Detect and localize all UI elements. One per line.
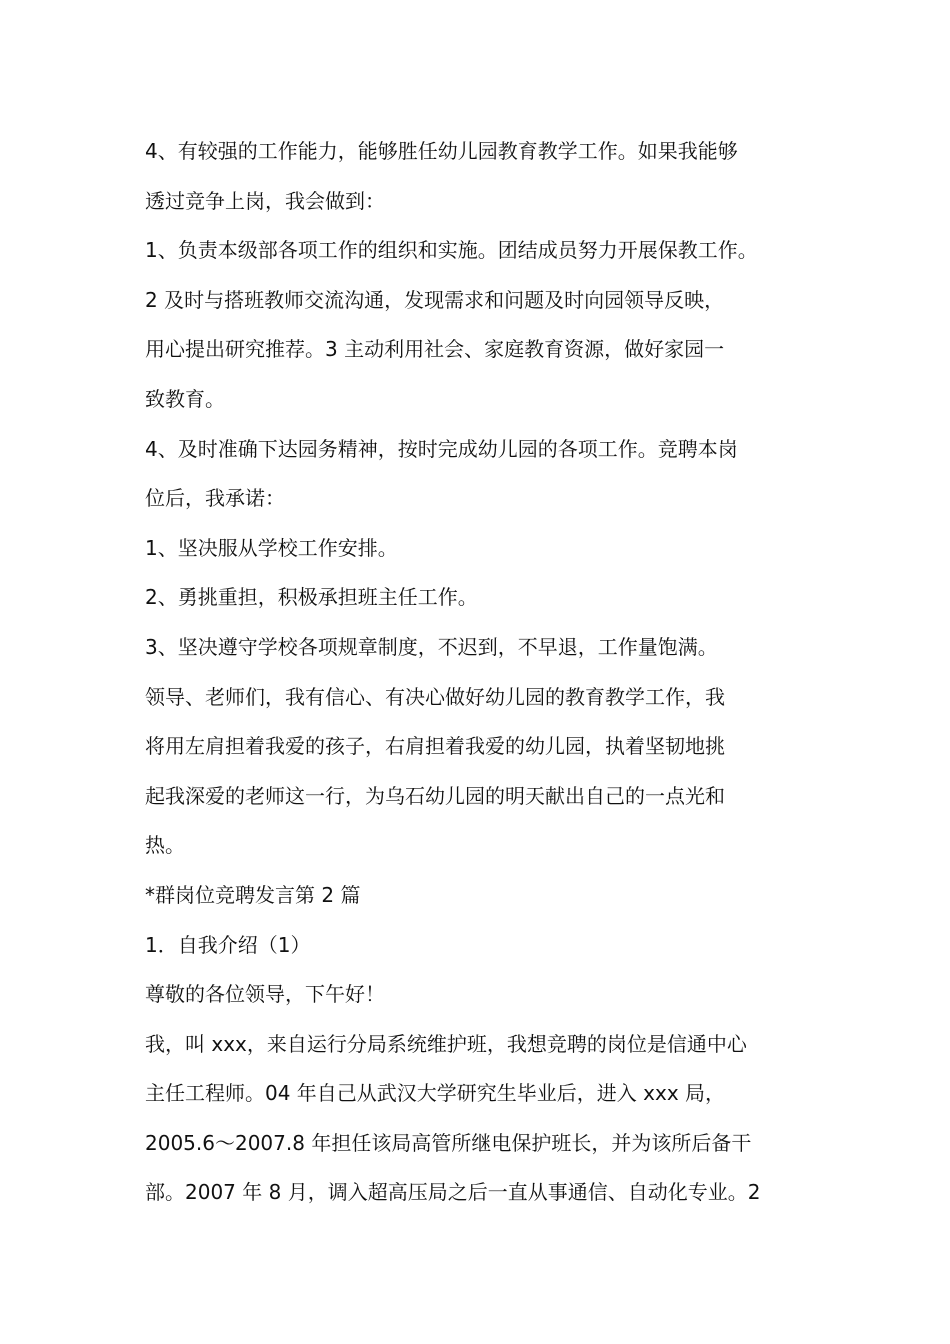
text-line: 2、勇挑重担，积极承担班主任工作。	[145, 585, 478, 610]
text-line: 将用左肩担着我爱的孩子，右肩担着我爱的幼儿园，执着坚韧地挑	[145, 734, 725, 759]
text-line: 领导、老师们，我有信心、有决心做好幼儿园的教育教学工作，我	[145, 684, 725, 709]
text-line: 位后，我承诺：	[145, 486, 285, 511]
text-line: 用心提出研究推荐。3 主动利用社会、家庭教育资源，做好家园一	[145, 337, 725, 362]
text-line: 透过竞争上岗，我会做到：	[145, 188, 385, 213]
text-line: 起我深爱的老师这一行，为乌石幼儿园的明天献出自己的一点光和	[145, 783, 725, 808]
text-line: 我，叫 xxx，来自运行分局系统维护班，我想竞聘的岗位是信通中心	[145, 1031, 747, 1056]
text-line: 3、坚决遵守学校各项规章制度，不迟到，不早退，工作量饱满。	[145, 634, 718, 659]
text-line: 主任工程师。04 年自己从武汉大学研究生毕业后，进入 xxx 局，	[145, 1081, 726, 1106]
text-line: 2 及时与搭班教师交流沟通，发现需求和问题及时向园领导反映，	[145, 287, 725, 312]
text-line: 热。	[145, 833, 185, 858]
section-heading: *群岗位竞聘发言第 2 篇	[145, 882, 361, 907]
text-line: 4、及时准确下达园务精神，按时完成幼儿园的各项工作。竞聘本岗	[145, 436, 738, 461]
greeting-line: 尊敬的各位领导，下午好！	[145, 982, 385, 1007]
text-line: 致教育。	[145, 386, 225, 411]
document-body	[145, 127, 825, 1218]
text-line: 2005.6～2007.8 年担任该局高管所继电保护班长，并为该所后备干	[145, 1130, 752, 1155]
text-line: 1、坚决服从学校工作安排。	[145, 535, 398, 560]
text-line: 1、负责本级部各项工作的组织和实施。团结成员努力开展保教工作。	[145, 238, 758, 263]
subsection-heading: 1．自我介绍（1）	[145, 932, 311, 957]
text-line: 4、有较强的工作能力，能够胜任幼儿园教育教学工作。如果我能够	[145, 139, 738, 163]
text-line: 部。2007 年 8 月，调入超高压局之后一直从事通信、自动化专业。2	[145, 1180, 761, 1205]
